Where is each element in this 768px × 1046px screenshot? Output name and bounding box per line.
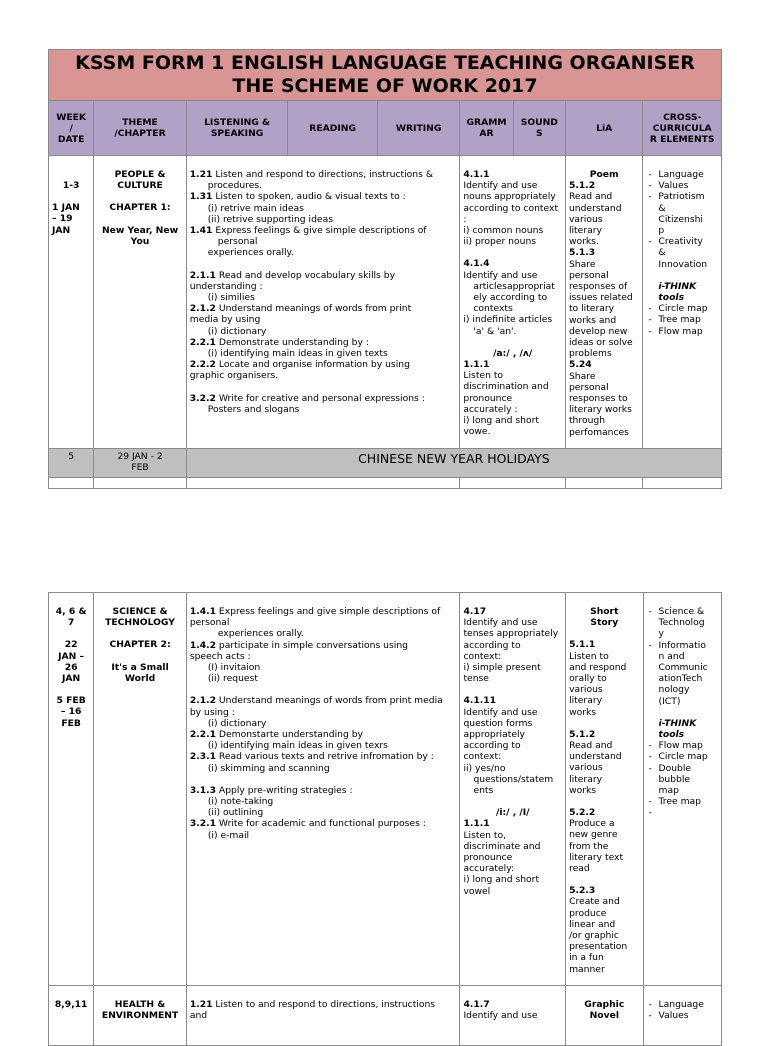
header-row (49, 101, 722, 156)
lia-cell: Short Story 5.1.1 Listen to and respond orally to various literary works 5.1.2 Read and understand various literary works 5.2.2 Produce a new genre from the literary text read 5.2.3 Create and produce linear and /or graphic presentation in a fun manner (566, 593, 643, 986)
empty-row (49, 478, 722, 489)
holiday-date: 29 JAN - 2 FEB (94, 449, 187, 478)
holiday-label: CHINESE NEW YEAR HOLIDAYS (186, 449, 721, 478)
header-lia: LiA (565, 101, 642, 156)
header-sounds: SOUND S (513, 101, 565, 156)
lia-cell: Poem 5.1.2 Read and understand various literary works. 5.1.3 Share personal responses of issues related to literary works and develop new ideas or solve problems 5.24 Share personal responses to literary works through perfomances (565, 156, 642, 449)
document-title (49, 50, 722, 101)
week-date-cell: 1-3 1 JAN – 19 JAN (49, 156, 94, 449)
grammar-sounds-cell: 4.1.7 Identify and use (460, 986, 566, 1046)
header-grammar: GRAMM AR (460, 101, 513, 156)
title-line-1: KSSM FORM 1 ENGLISH LANGUAGE TEACHING ORGANISER (75, 52, 695, 74)
cross-curricular-cell: - Language - Values (643, 986, 721, 1046)
scheme-table-2 (48, 592, 722, 1046)
skills-cell: 1.4.1 Express feelings and give simple descriptions of personal experiences orally. 1.4.2 participate in simple conversations using speech acts : (I) invitaion (ii) request 2.1.2 Understand meanings of words from print media by using : (i) dictionary 2.2.1 Demonstarte understanding by (i) identifying main ideas in given texrs 2.3.1 Read various texts and retrive infromation by : (i) skimming and scanning 3.1.3 Apply pre-writing strategies : (i) note-taking (ii) outlining 3.2.1 Write for academic and functional purposes : (i) e-mail (186, 593, 460, 986)
header-reading: READING (288, 101, 378, 156)
grammar-sounds-cell: 4.17 Identify and use tenses appropriately according to context: i) simple present tense 4.1.11 Identify and use question forms appropriately according to context: ii) yes/no questions/statem ents /i:/ , /I/ 1.1.1 Listen to, discriminate and pronounce accurately: i) long and short vowel (460, 593, 566, 986)
header-theme: THEME /CHAPTER (94, 101, 187, 156)
header-cross: CROSS- CURRICULA R ELEMENTS (643, 101, 722, 156)
lia-cell: Graphic Novel (566, 986, 643, 1046)
theme-cell: HEALTH & ENVIRONMENT (94, 986, 187, 1046)
table-row (49, 156, 722, 449)
table-row (49, 593, 722, 986)
scheme-table-1 (48, 49, 722, 489)
title-line-2: THE SCHEME OF WORK 2017 (232, 75, 538, 97)
header-listening: LISTENING & SPEAKING (186, 101, 288, 156)
holiday-row (49, 449, 722, 478)
holiday-week: 5 (49, 449, 94, 478)
skills-cell: 1.21 Listen and respond to directions, instructions & procedures. 1.31 Listen to spoken, audio & visual texts to : (i) retrive main ideas (ii) retrive supporting ideas 1.41 Express feelings & give simple descriptions of personal experiences orally. 2.1.1 Read and develop vocabulary skills by understanding : (i) similies 2.1.2 Understand meanings of words from print media by using (i) dictionary 2.2.1 Demonstrate understanding by : (i) identifying main ideas in given texts 2.2.2 Locate and organise information by using graphic organisers. 3.2.2 Write for creative and personal expressions : Posters and slogans (186, 156, 460, 449)
week-date-cell: 8,9,11 (49, 986, 94, 1046)
table-row (49, 986, 722, 1046)
header-week: WEEK / DATE (49, 101, 94, 156)
grammar-sounds-cell: 4.1.1 Identify and use nouns appropriately according to context : i) common nouns ii) proper nouns 4.1.4 Identify and use articlesappropriat ely according to contexts i) indefinite articles 'a' & 'an'. /a:/ , /ʌ/ 1.1.1 Listen to discrimination and pronounce accurately : i) long and short vowe. (460, 156, 566, 449)
skills-cell: 1.21 Listen to and respond to directions, instructions and (186, 986, 460, 1046)
week-date-cell: 4, 6 & 7 22 JAN – 26 JAN 5 FEB – 16 FEB (49, 593, 94, 986)
theme-cell: SCIENCE & TECHNOLOGY CHAPTER 2: It's a Small World (94, 593, 187, 986)
header-writing: WRITING (377, 101, 459, 156)
cross-curricular-cell: - Language - Values - Patriotism & Citizenshi p - Creativity & Innovation i-THINK tools - Circle map - Tree map - Flow map (643, 156, 722, 449)
cross-curricular-cell: - Science & Technolog y - Informatio n and Communic ationTech nology (ICT) i-THINK tools - Flow map - Circle map - Double bubble map - Tree map (643, 593, 721, 986)
theme-cell: PEOPLE & CULTURE CHAPTER 1: New Year, New You (94, 156, 187, 449)
